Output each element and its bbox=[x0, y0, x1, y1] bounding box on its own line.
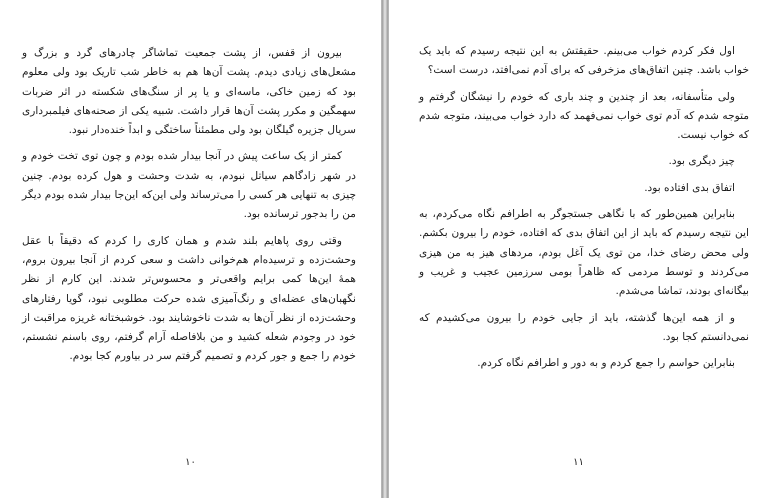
page-number: ۱۱ bbox=[573, 457, 584, 468]
paragraph: بنابراین همین‌طور که با نگاهی جستجوگر به اطرافم نگاه می‌کردم، به این نتیجه رسیدم که باید از این اتفاق بدی که افتاده، خودم را بیرون بکشم. ولی محض رضای خدا، من توی یک آغل بودم، مردهای هیز به من هیزی می‌کردند و توسط مردمی که ظاهراً بومی سرزمین عجیب و غریب و بیگانه‌ای بودند، تماشا می‌شدم. bbox=[419, 208, 749, 298]
paragraph: ولی متأسفانه، بعد از چندین و چند باری که خودم را نیشگان گرفتم و متوجه شدم که آدم توی خواب نمی‌فهمد که دارد خواب می‌بیند، متوجه شدم که خواب نیست. bbox=[419, 90, 749, 142]
paragraph: اتفاق بدی افتاده بود. bbox=[644, 181, 735, 194]
paragraph: بنابراین حواسم را جمع کردم و به دور و اطرافم نگاه کردم. bbox=[477, 357, 735, 370]
paragraph: چیز دیگری بود. bbox=[668, 155, 735, 168]
paragraph: کمتر از یک ساعت پیش در آنجا بیدار شده بودم و چون توی تخت خودم و در شهر زادگاهم سیاتل نبودم، به شدت وحشت و هول کرده بودم. چنین چیزی به تنهایی هر کسی را می‌ترساند ولی این‌که این‌جا بیدار شده بودم دیگر من را بدجور ترسانده بود. bbox=[22, 150, 356, 221]
left-page-text bbox=[22, 44, 356, 374]
paragraph: بیرون از قفس، از پشت جمعیت تماشاگر چادرهای گرد و بزرگ و مشعل‌های زیادی دیدم. پشت آن‌ها هم به خاطر شب تاریک بود ولی معلوم بود که زمین خاکی، ماسه‌ای و یا پر از سنگ‌های شکسته در اثر ضربات سهمگین و مکرر پشت آن‌ها قرار داشت. شبیه یکی از صحنه‌های فیلمبرداری سریال جزیره گیلگان بود ولی مطمئناً ساختگی و ابداً خنده‌دار نبود. bbox=[22, 47, 356, 137]
paragraph: اول فکر کردم خواب می‌بینم. حقیقتش به این نتیجه رسیدم که باید یک خواب باشد. چنین اتفاق‌های مزخرفی که برای آدم نمی‌افتد، درست است؟ bbox=[419, 45, 749, 77]
right-page bbox=[388, 0, 768, 498]
page-number: ۱۰ bbox=[185, 457, 196, 468]
right-page-text bbox=[419, 42, 749, 380]
paragraph: وقتی روی پاهایم بلند شدم و همان کاری را کردم که دقیقاً با عقل وحشت‌زده و ترسیده‌ام هم‌خوانی داشت و سعی کردم از آنجا بیرون بروم، همهٔ این‌ها کمی برایم واقعی‌تر و محسوس‌تر شدند. این کارم از نظر نگهبان‌های عضله‌ای و رنگ‌آمیزی شده حرکت مطلوبی نبود، گویا رفتارهای وحشت‌زده از نظر آن‌ها به شدت ناخوشایند بود. خوشبختانه غریزه مراقبت از خود در وجودم شعله کشید و من بلافاصله آرام گرفتم، روی باسنم نشستم، خودم را جمع و جور کردم و تصمیم گرفتم سر در بیاورم کجا بودم. bbox=[22, 234, 356, 363]
paragraph: و از همه این‌ها گذشته، باید از جایی خودم را بیرون می‌کشیدم که نمی‌دانستم کجا بود. bbox=[419, 311, 749, 343]
left-page bbox=[0, 0, 382, 498]
